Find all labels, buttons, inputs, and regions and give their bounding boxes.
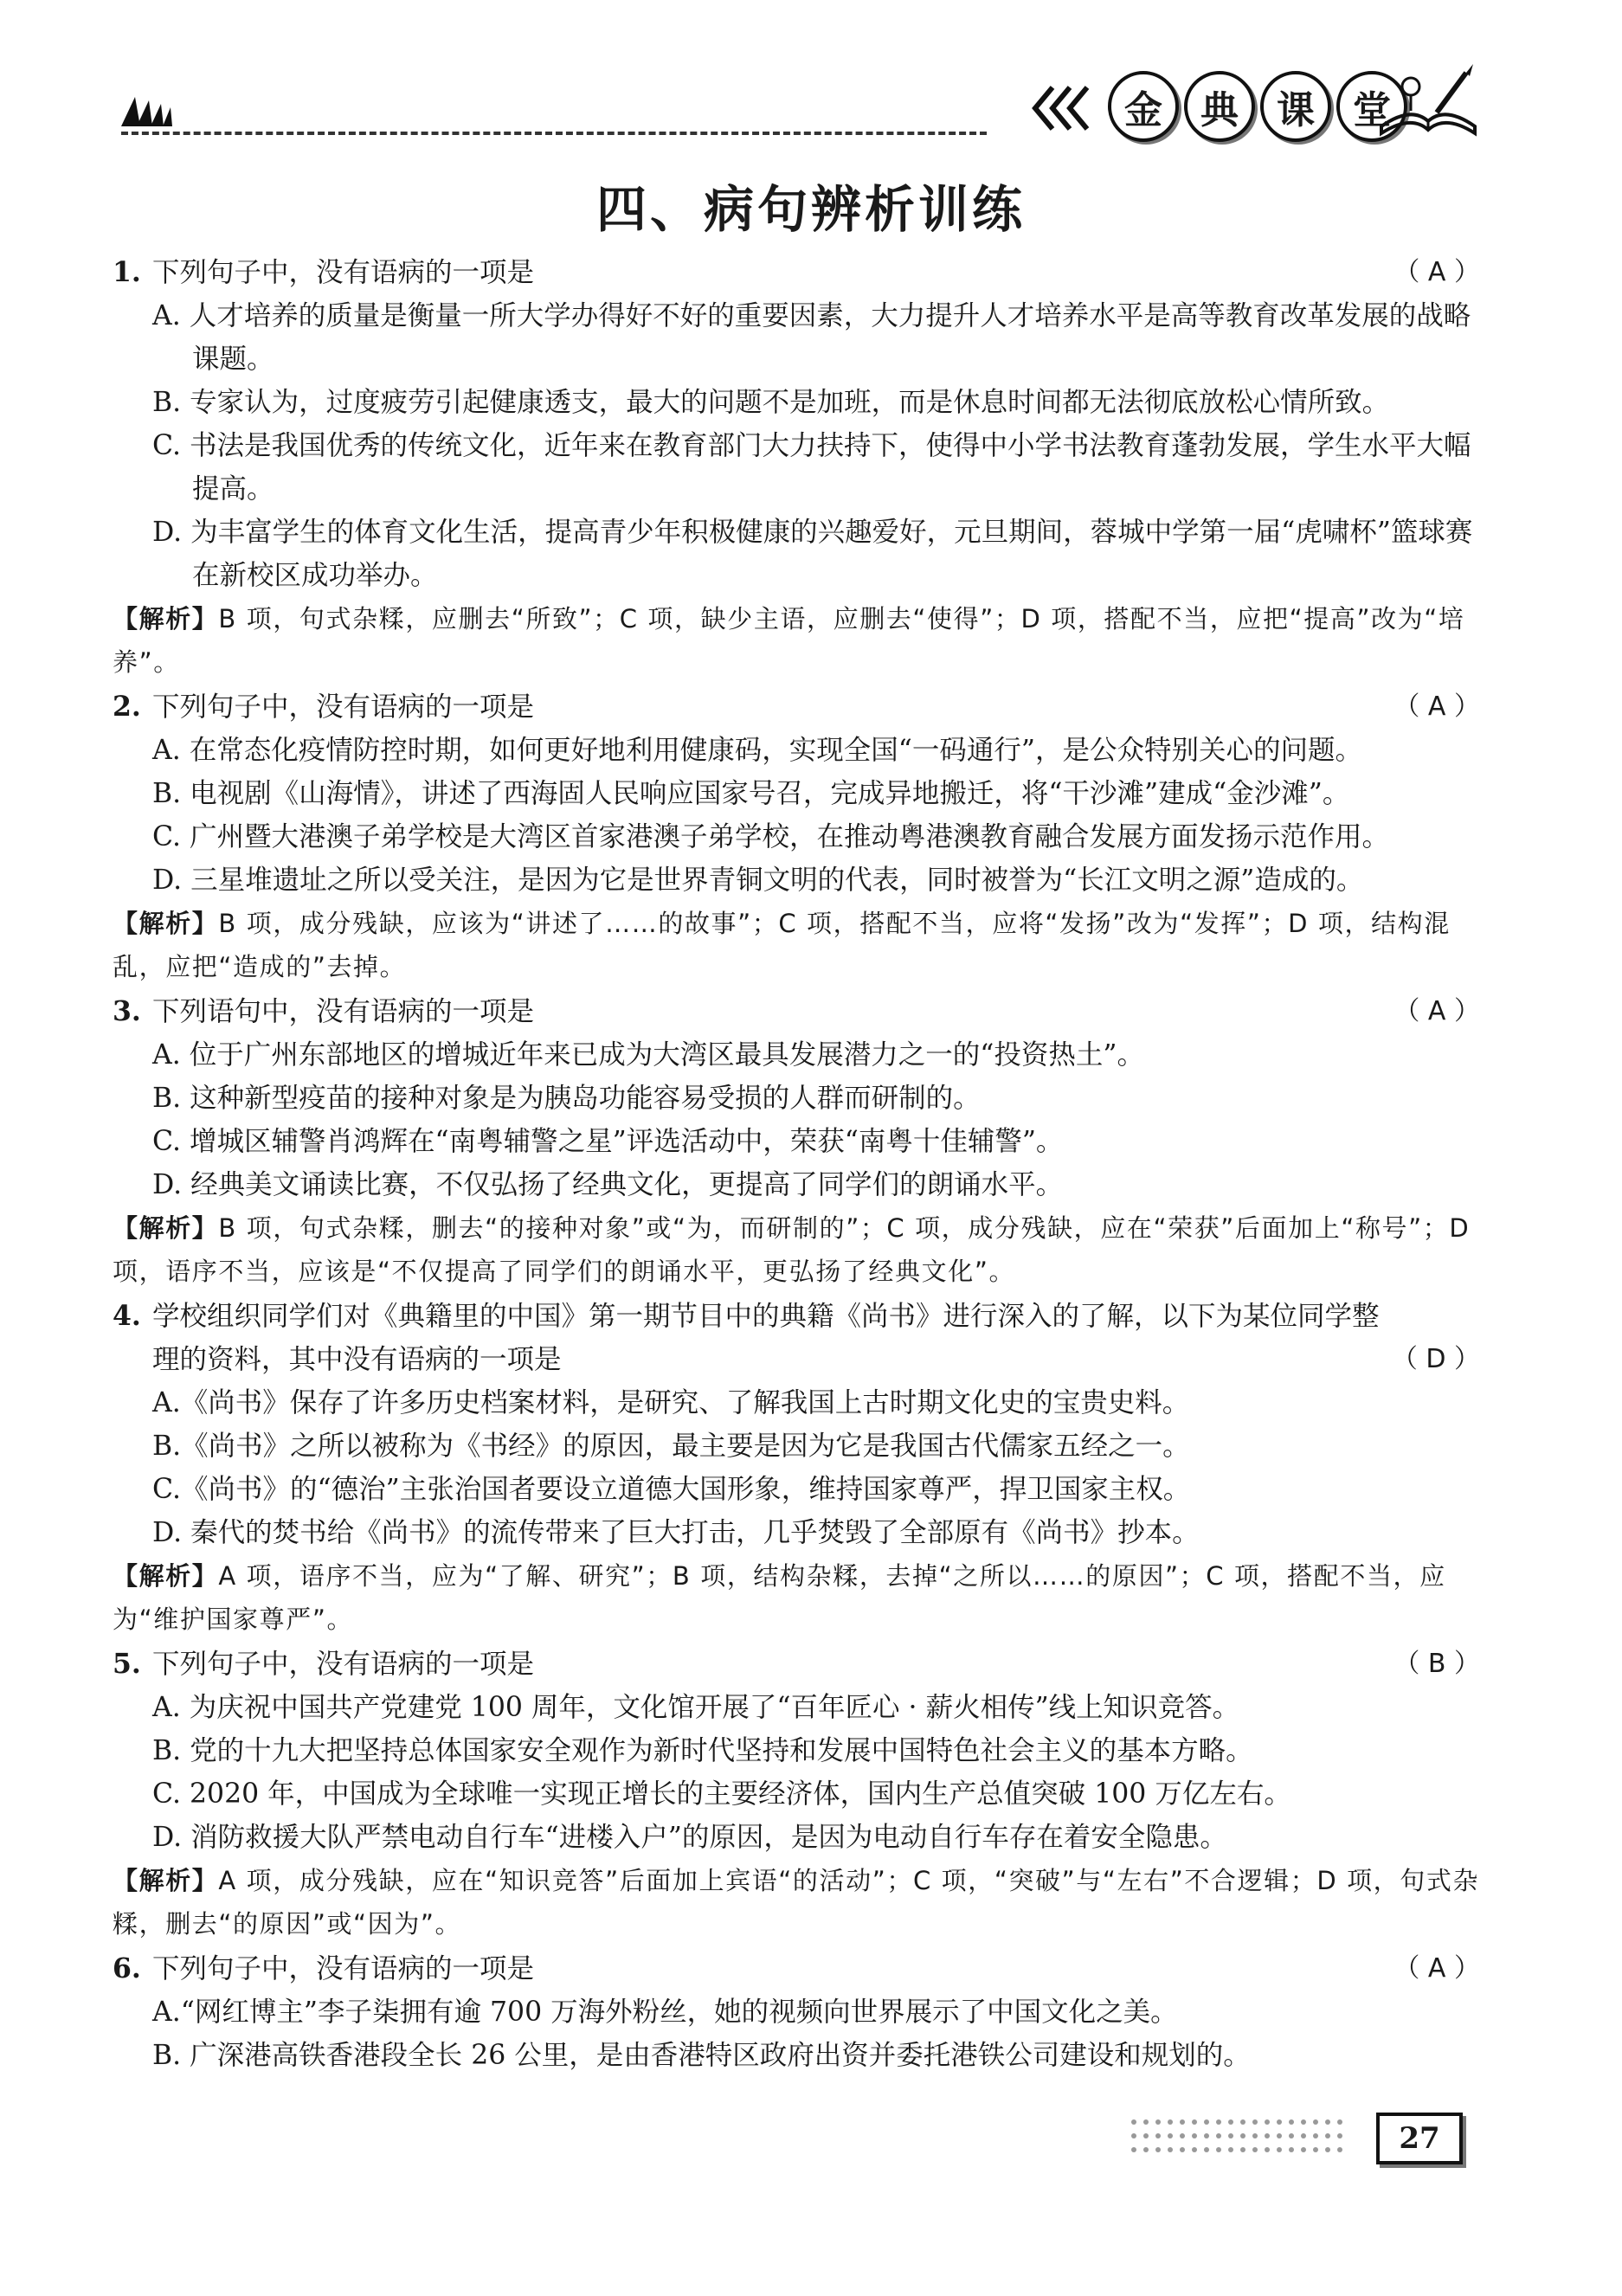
question-text: 下列句子中，没有语病的一项是 xyxy=(152,257,535,288)
brand-char: 金 xyxy=(1108,71,1179,142)
header-divider xyxy=(121,132,987,135)
question-answer: （ B ） xyxy=(1394,1649,1480,1679)
option: A.“网红博主”李子柒拥有逾 700 万海外粉丝，她的视频向世界展示了中国文化之美。 xyxy=(152,1997,1178,2028)
explanation xyxy=(113,1554,1480,1641)
option: B. 电视剧《山海情》，讲述了西海固人民响应国家号召，完成异地搬迁，将“干沙滩”建成“金沙滩”。 xyxy=(152,778,1350,809)
explanation-text: B 项，成分残缺，应该为“讲述了……的故事”；C 项，搭配不当，应将“发扬”改为“发挥”；D 项，结构混乱，应把“造成的”去掉。 xyxy=(113,909,1451,981)
explanation-text: B 项，句式杂糅，应删去“所致”；C 项，缺少主语，应删去“使得”；D 项，搭配不当，应把“提高”改为“培养”。 xyxy=(113,604,1465,677)
question-stem xyxy=(113,1947,1480,1991)
explanation-label: 【解析】 xyxy=(113,1561,219,1591)
page-header xyxy=(0,0,1622,147)
option: D. 三星堆遗址之所以受关注，是因为它是世界青铜文明的代表，同时被誉为“长江文明之源”造成的。 xyxy=(152,865,1364,896)
question-item xyxy=(113,685,1480,988)
option: D. 秦代的焚书给《尚书》的流传带来了巨大打击，几乎焚毁了全部原有《尚书》抄本。 xyxy=(152,1517,1200,1548)
chevron-left-icon xyxy=(1030,82,1099,134)
question-number: 3. xyxy=(113,995,141,1027)
question-text: 下列句子中，没有语病的一项是 xyxy=(152,1953,535,1984)
option: C. 增城区辅警肖鸿辉在“南粤辅警之星”评选活动中，荣获“南粤十佳辅警”。 xyxy=(152,1126,1064,1157)
question-item xyxy=(113,990,1480,1293)
option: C. 书法是我国优秀的传统文化，近年来在教育部门大力扶持下，使得中小学书法教育蓬勃发展，学生水平大幅提高。 xyxy=(152,430,1471,505)
question-text: 下列句子中，没有语病的一项是 xyxy=(152,1649,535,1680)
explanation xyxy=(113,1859,1480,1945)
page-number: 27 xyxy=(1376,2113,1463,2164)
option: A. 位于广州东部地区的增城近年来已成为大湾区最具发展潜力之一的“投资热土”。 xyxy=(152,1039,1144,1071)
brand-title xyxy=(1108,71,1407,142)
question-stem xyxy=(113,990,1480,1033)
explanation xyxy=(113,1206,1480,1293)
question-item xyxy=(113,1295,1480,1641)
explanation-text: A 项，语序不当，应为“了解、研究”；B 项，结构杂糅，去掉“之所以……的原因”；C 项，搭配不当，应为“维护国家尊严”。 xyxy=(113,1561,1446,1634)
explanation-label: 【解析】 xyxy=(113,1213,219,1243)
question-number: 1. xyxy=(113,256,141,288)
question-list xyxy=(113,251,1480,2079)
explanation-text: B 项，句式杂糅，删去“的接种对象”或“为，而研制的”；C 项，成分残缺，应在“荣获”后面加上“称号”；D 项，语序不当，应该是“不仅提高了同学们的朗诵水平，更弘扬了经典文化”。 xyxy=(113,1213,1471,1286)
explanation-text: A 项，成分残缺，应在“知识竞答”后面加上宾语“的活动”；C 项，“突破”与“左右”不合逻辑；D 项，句式杂糅，删去“的原因”或“因为”。 xyxy=(113,1866,1480,1939)
brand-char: 堂 xyxy=(1336,71,1407,142)
decorative-dots-icon xyxy=(1125,2112,1359,2164)
question-stem xyxy=(113,685,1480,729)
option: C. 2020 年，中国成为全球唯一实现正增长的主要经济体，国内生产总值突破 100 万亿左右。 xyxy=(152,1778,1291,1810)
question-answer: （ D ） xyxy=(1391,1344,1480,1374)
brand-char: 课 xyxy=(1260,71,1331,142)
brand-char: 典 xyxy=(1184,71,1255,142)
question-item xyxy=(113,251,1480,684)
option: D. 消防救援大队严禁电动自行车“进楼入户”的原因，是因为电动自行车存在着安全隐患。 xyxy=(152,1822,1227,1853)
explanation xyxy=(113,902,1480,988)
option: A.《尚书》保存了许多历史档案材料，是研究、了解我国上古时期文化史的宝贵史料。 xyxy=(152,1387,1190,1418)
explanation-label: 【解析】 xyxy=(113,909,219,938)
question-text: 下列语句中，没有语病的一项是 xyxy=(152,996,535,1027)
triangle-logo-icon xyxy=(121,97,173,126)
question-text: 下列句子中，没有语病的一项是 xyxy=(152,691,535,723)
option: B. 广深港高铁香港段全长 26 公里，是由香港特区政府出资并委托港铁公司建设和规划的。 xyxy=(152,2040,1251,2071)
question-answer: （ A ） xyxy=(1394,1953,1480,1984)
option: B. 党的十九大把坚持总体国家安全观作为新时代坚持和发展中国特色社会主义的基本方略。 xyxy=(152,1735,1253,1766)
question-stem xyxy=(113,1295,1480,1381)
explanation xyxy=(113,597,1480,684)
question-number: 2. xyxy=(113,691,141,723)
option: C. 广州暨大港澳子弟学校是大湾区首家港澳子弟学校，在推动粤港澳教育融合发展方面发扬示范作用。 xyxy=(152,821,1390,852)
explanation-label: 【解析】 xyxy=(113,604,219,633)
question-number: 5. xyxy=(113,1648,141,1680)
option: B. 这种新型疫苗的接种对象是为胰岛功能容易受损的人群而研制的。 xyxy=(152,1083,981,1114)
option: C.《尚书》的“德治”主张治国者要设立道德大国形象，维持国家尊严，捍卫国家主权。 xyxy=(152,1474,1191,1505)
option: A. 人才培养的质量是衡量一所大学办得好不好的重要因素，大力提升人才培养水平是高等教育改革发展的战略课题。 xyxy=(152,300,1471,375)
option: A. 为庆祝中国共产党建党 100 周年，文化馆开展了“百年匠心 · 薪火相传”线上知识竞答。 xyxy=(152,1692,1240,1723)
option: B. 专家认为，过度疲劳引起健康透支，最大的问题不是加班，而是休息时间都无法彻底放松心情所致。 xyxy=(152,387,1390,418)
question-item xyxy=(113,1947,1480,2077)
question-item xyxy=(113,1643,1480,1945)
question-number: 4. xyxy=(113,1300,141,1332)
book-pen-icon xyxy=(1376,61,1480,138)
question-number: 6. xyxy=(113,1952,141,1984)
question-stem xyxy=(113,1643,1480,1686)
question-text: 学校组织同学们对《典籍里的中国》第一期节目中的典籍《尚书》进行深入的了解，以下为某位同学整理的资料，其中没有语病的一项是 xyxy=(152,1301,1380,1375)
option: A. 在常态化疫情防控时期，如何更好地利用健康码，实现全国“一码通行”，是公众特别关心的问题。 xyxy=(152,735,1362,766)
question-stem xyxy=(113,251,1480,294)
option: D. 经典美文诵读比赛，不仅弘扬了经典文化，更提高了同学们的朗诵水平。 xyxy=(152,1169,1064,1200)
question-answer: （ A ） xyxy=(1394,257,1480,287)
page-title: 四、病句辨析训练 xyxy=(595,180,1026,239)
option: B.《尚书》之所以被称为《书经》的原因，最主要是因为它是我国古代儒家五经之一。 xyxy=(152,1431,1190,1462)
option: D. 为丰富学生的体育文化生活，提高青少年积极健康的兴趣爱好，元旦期间，蓉城中学第一届“虎啸杯”篮球赛在新校区成功举办。 xyxy=(152,517,1473,591)
question-answer: （ A ） xyxy=(1394,691,1480,722)
question-answer: （ A ） xyxy=(1394,996,1480,1026)
explanation-label: 【解析】 xyxy=(113,1866,219,1895)
